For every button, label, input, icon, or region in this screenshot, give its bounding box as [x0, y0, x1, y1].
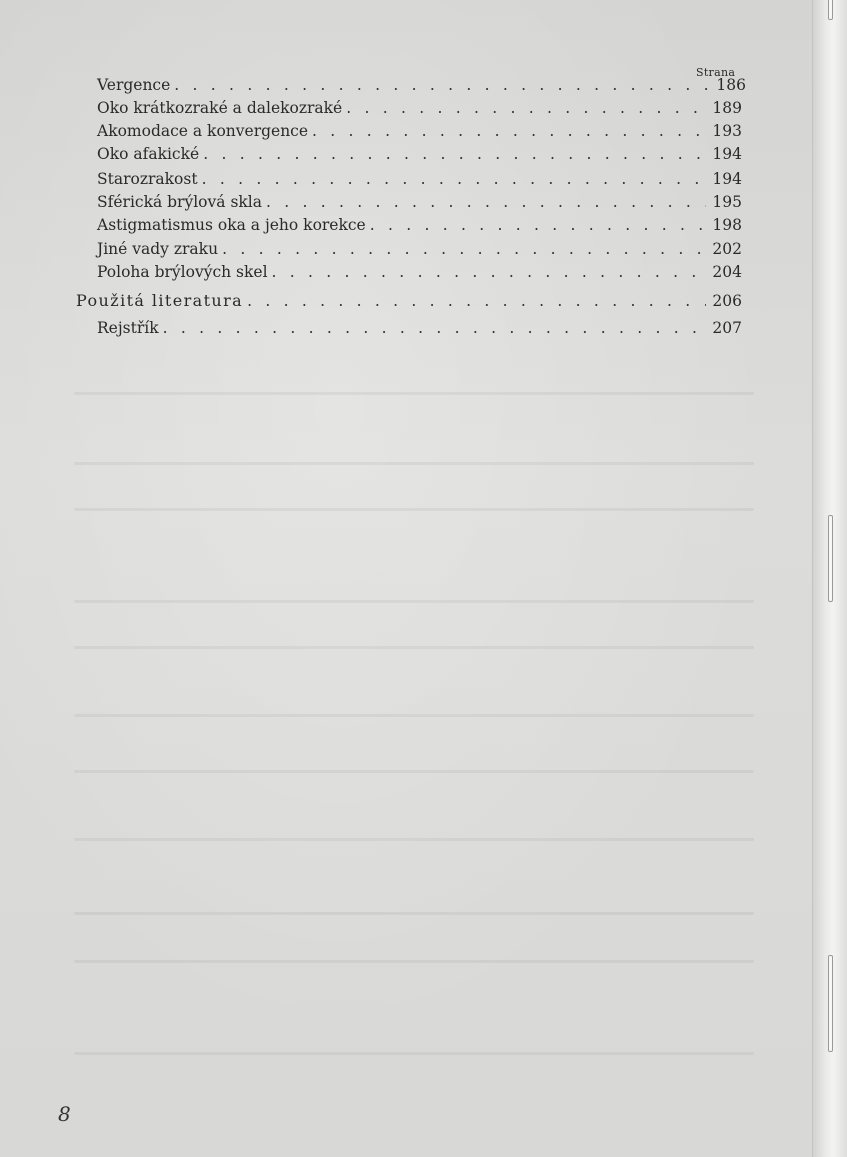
toc-entry: [97, 122, 742, 144]
toc-entry-page: 189: [712, 99, 742, 117]
toc-entry-page: 204: [712, 263, 742, 281]
toc-entry: [97, 193, 742, 215]
toc-entry: [97, 240, 742, 262]
toc-entry-page: 195: [712, 193, 742, 211]
toc-entry: [97, 145, 742, 167]
page-column-header: Strana: [696, 66, 736, 79]
toc-section-title: Použitá literatura: [76, 291, 244, 310]
toc-entry-title: Jiné vady zraku: [97, 240, 219, 258]
toc-entry-page: 206: [712, 292, 742, 310]
toc-entry: [97, 170, 742, 192]
toc-entry-page: 194: [712, 145, 742, 163]
leader-dots: [202, 170, 706, 188]
toc-entry-page: 207: [712, 319, 742, 337]
toc-entry-title: Starozrakost: [97, 170, 198, 188]
leader-dots: [370, 216, 706, 234]
leader-dots: [247, 292, 706, 310]
toc-entry-page: 194: [712, 170, 742, 188]
toc-entry: [97, 216, 742, 238]
toc-entry-page: 186: [716, 76, 746, 94]
toc-entry: [97, 76, 746, 98]
leader-dots: [163, 319, 706, 337]
toc-section-entry: [76, 291, 742, 313]
page-number: 8: [58, 1102, 71, 1126]
toc-entry-title: Oko krátkozraké a dalekozraké: [97, 99, 343, 117]
toc-entry-title: Oko afakické: [97, 145, 200, 163]
leader-dots: [272, 263, 706, 281]
toc-entry: [97, 99, 742, 121]
toc-entry: [97, 319, 742, 341]
toc-entry-title: Sférická brýlová skla: [97, 193, 262, 211]
toc-entry-title: Akomodace a konvergence: [97, 122, 309, 140]
toc-entry-title: Poloha brýlových skel: [97, 263, 268, 281]
toc-entry-page: 193: [712, 122, 742, 140]
leader-dots: [266, 193, 706, 211]
leader-dots: [346, 99, 706, 117]
toc-entry-title: Astigmatismus oka a jeho korekce: [97, 216, 366, 234]
toc-entry: [97, 263, 742, 285]
leader-dots: [222, 240, 706, 258]
leader-dots: [174, 76, 710, 94]
leader-dots: [312, 122, 706, 140]
toc-entry-page: 202: [712, 240, 742, 258]
toc-entry-title: Vergence: [97, 76, 171, 94]
leader-dots: [203, 145, 706, 163]
toc-entry-page: 198: [712, 216, 742, 234]
toc-entry-title: Rejstřík: [97, 319, 159, 337]
